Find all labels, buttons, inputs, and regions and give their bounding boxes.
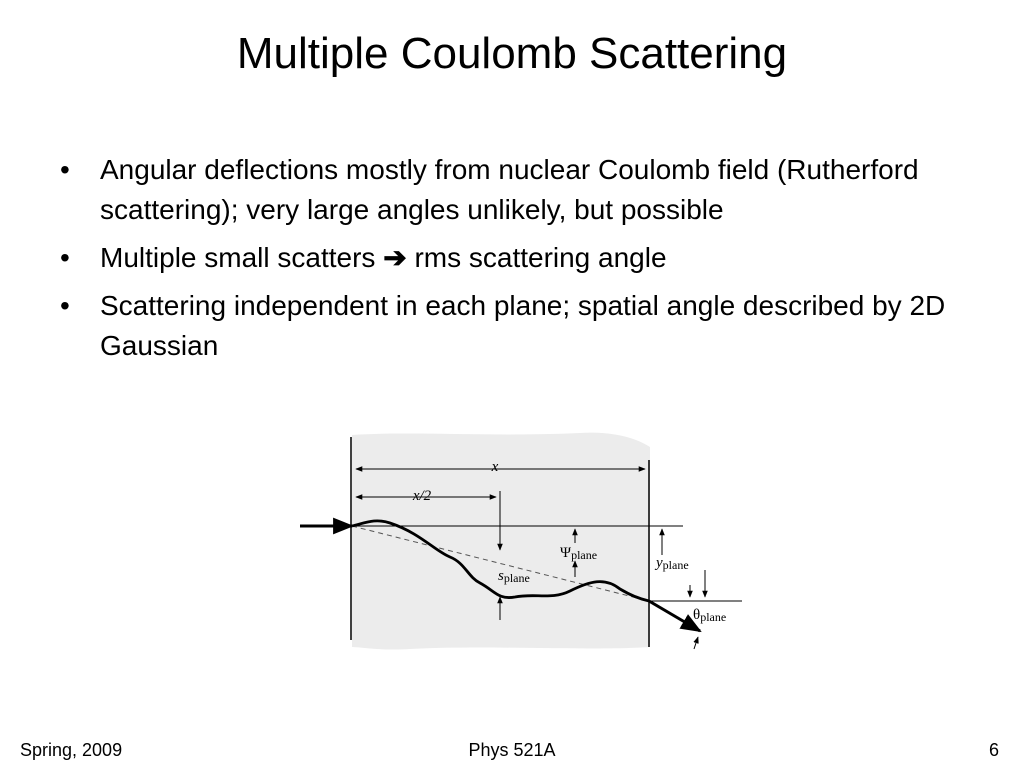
bullet-list bbox=[60, 150, 960, 374]
bullet-dot: • bbox=[60, 154, 70, 185]
right-arrow-icon: ➔ bbox=[383, 242, 407, 273]
bullet-text: Multiple small scatters bbox=[100, 242, 376, 273]
bullet-item bbox=[60, 286, 960, 366]
bullet-dot: • bbox=[60, 290, 70, 321]
s-plane-label: splane bbox=[498, 568, 530, 585]
bullet-text: Scattering independent in each plane; spatial angle described by 2D Gaussian bbox=[100, 290, 946, 361]
footer-page-number: 6 bbox=[988, 740, 999, 760]
footer-date: Spring, 2009 bbox=[20, 740, 123, 760]
y-plane-label: yplane bbox=[656, 555, 689, 572]
footer-course: Phys 521A bbox=[468, 740, 556, 760]
scattering-diagram bbox=[290, 425, 760, 660]
x-label: x bbox=[491, 459, 499, 475]
x-half-label: x/2 bbox=[412, 488, 432, 504]
psi-plane-label: Ψplane bbox=[560, 545, 598, 562]
bullet-text: Angular deflections mostly from nuclear Coulomb field (Rutherford scattering); very large angles unlikely, but possible bbox=[100, 154, 919, 225]
bullet-dot: • bbox=[60, 242, 70, 273]
slide-title: Multiple Coulomb Scattering bbox=[236, 29, 788, 78]
bullet-item bbox=[60, 150, 960, 230]
material-slab bbox=[352, 433, 650, 650]
bullet-text: rms scattering angle bbox=[414, 242, 667, 273]
theta-plane-lower-arrow bbox=[694, 637, 698, 649]
bullet-item bbox=[60, 238, 960, 278]
theta-plane-label: θplane bbox=[693, 607, 727, 624]
